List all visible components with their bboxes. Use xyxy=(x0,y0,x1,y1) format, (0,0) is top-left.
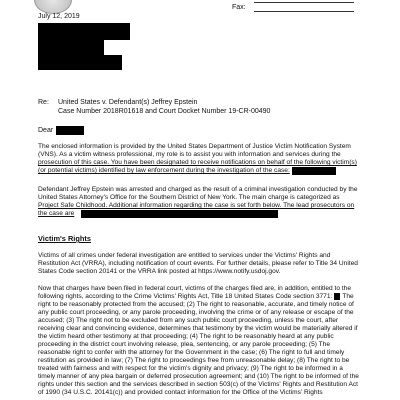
paragraph-1-line: (VNS). As a victim witness professional, my role is to assist you with information and services during the xyxy=(38,151,341,158)
re-case-number: Case Number 2018R01618 and Court Docket Number 19-CR-00490 xyxy=(58,108,271,115)
agency-seal xyxy=(34,0,72,14)
paragraph-1-line: (or potential victims) identified by law enforcement during the investigation of the case: xyxy=(38,167,336,175)
paragraph-2-line: United States Attorney's Office for the Southern District of New York. The main charge is categorized as xyxy=(38,194,340,201)
paragraph-2-line: the case are xyxy=(38,210,75,217)
paragraph-4-line: the victim heard other testimony at that proceeding; (4) The right to be reasonably heard at any public xyxy=(38,333,334,340)
paragraph-4-line: timely manner of any plea bargain or deferred prosecution agreement; and (10) The right to be informed of the xyxy=(38,373,359,380)
paragraph-4-line: receiving clear and convincing evidence, determines that testimony by the victim would be materially altered if xyxy=(38,325,358,332)
paragraph-3-line: Victims of all crimes under federal investigation are entitled to services under the Victims' Rights and xyxy=(38,252,331,259)
paragraph-4-line: of 1990 (34 U.S.C. 20141(c)) and provided contact information for the Office of the Victims' Rights xyxy=(38,389,323,396)
letter-date: July 12, 2019 xyxy=(38,13,80,20)
redacted-victim-name xyxy=(292,167,336,175)
redacted-mark xyxy=(334,293,340,300)
section-heading: Victim's Rights xyxy=(38,234,91,243)
re-label: Re: xyxy=(38,99,49,106)
paragraph-3-line: States Code section 20141 or the VRRA link posted at https://www.notify.usdoj.gov. xyxy=(38,268,281,275)
paragraph-4-line: Now that charges have been filed in federal court, victims of the charges filed are, in addition, entitled to the xyxy=(38,285,352,292)
paragraph-4-line: following rights, according to the Crime Victims' Rights Act, Title 18 United States Code section 3771: The xyxy=(38,293,354,300)
redacted-recipient-name xyxy=(38,23,130,40)
paragraph-4-line: any public court proceeding, or any parole proceeding, involving the crime or of any release or escape of the xyxy=(38,309,354,316)
redacted-addressee xyxy=(56,126,84,135)
paragraph-4-line: accused; (3) The right not to be excluded from any such public court proceeding, unless the court, after xyxy=(38,317,339,324)
paragraph-2-line: Project Safe Childhood. Additional information regarding the case is set forth below. The lead prosecutors on xyxy=(38,202,355,209)
fax-label: Fax: xyxy=(232,4,246,11)
paragraph-4-line: right to be reasonably protected from the accused; (2) The right to reasonable, accurate, and timely notice of xyxy=(38,301,354,308)
fax-field-rule xyxy=(254,11,354,12)
paragraph-1-line: prosecution of this case. You have been designated to receive notifications on behalf of the following victim(s) xyxy=(38,159,357,166)
redacted-recipient-address-1 xyxy=(38,40,104,55)
paragraph-4-line: restitution as provided in law; (7) The right to proceedings free from unreasonable delay; (8) The right to be xyxy=(38,357,350,364)
paragraph-4-line: rights under this section and the services described in section 503(c) of the Victims' Rights and Restitution Act xyxy=(38,381,358,388)
paragraph-4-line: treated with fairness and with respect for the victim's dignity and privacy; (9) The right to be informed in a xyxy=(38,365,343,372)
paragraph-4-line: proceeding in the district court involving release, plea, sentencing, or any parole proceeding; (5) The xyxy=(38,341,331,348)
re-case-title: United States v. Defendant(s) Jeffrey Epstein xyxy=(58,99,198,106)
paragraph-1-line: The enclosed information is provided by the United States Department of Justice Victim Notification System xyxy=(38,143,351,150)
paragraph-2-line: Defendant Jeffrey Epstein was arrested and charged as the result of a criminal investigation conducted by the xyxy=(38,186,358,193)
redacted-recipient-address-2 xyxy=(38,55,122,70)
salutation: Dear xyxy=(38,127,54,134)
form-rule xyxy=(254,2,354,3)
redacted-prosecutor-names xyxy=(81,210,278,218)
paragraph-3-line: Restitution Act (VRRA), including notification of court events. For further details, please refer to Title 34 United xyxy=(38,260,358,267)
paragraph-4-line: reasonable right to confer with the attorney for the Government in the case; (6) The right to full and timely xyxy=(38,349,345,356)
